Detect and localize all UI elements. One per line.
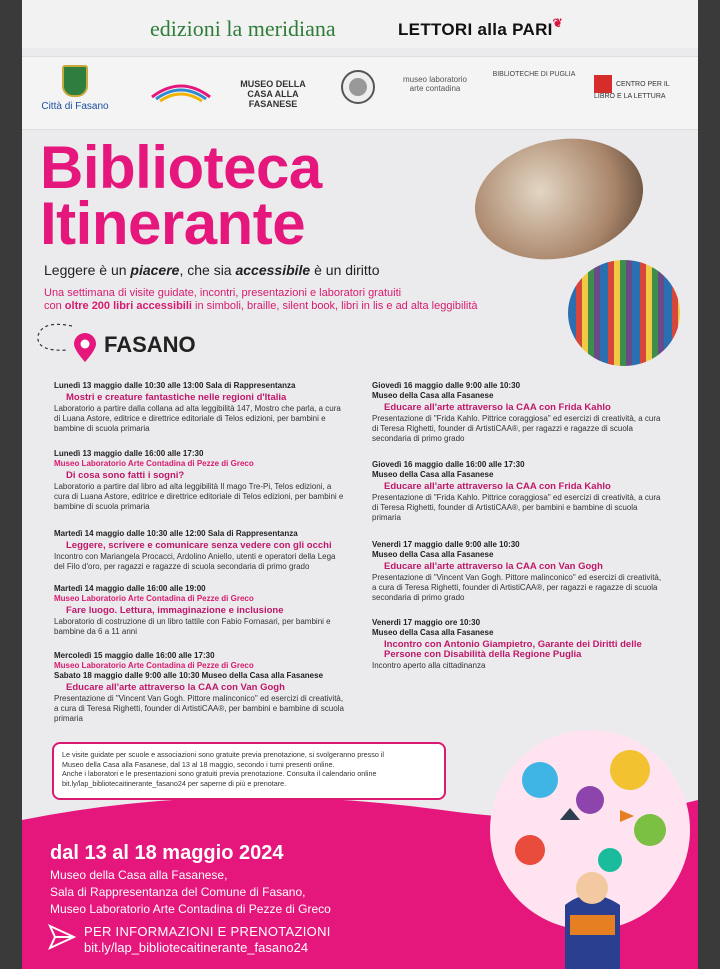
send-icon (48, 924, 76, 950)
braille-book-photo (464, 124, 655, 275)
centro-libro-icon (594, 75, 612, 93)
info-title: PER INFORMAZIONI E PRENOTAZIONI (84, 924, 331, 939)
heart-icon: ❦ (552, 16, 564, 30)
event-item: Lunedì 13 maggio dalle 10:30 alle 13:00 Sala di Rappresentanza Mostri e creature fantastiche nelle regioni d'Italia Laboratorio a partire dalla collana ad alta leggibilità 147, Mostro che parla, a cura di Luana Astore, editrice e direttrice editoriale di Telos edizioni, per bambini e bambine di scuola primaria (54, 381, 341, 433)
event-item: Mercoledì 15 maggio dalle 16:00 alle 17:30 Museo Laboratorio Arte Contadina di Pezze di Greco Sabato 18 maggio dalle 9:00 alle 10:30 Museo della Casa alla Fasanese Educare all'arte attraverso la CAA con Van Gogh Presentazione di "Vincent Van Gogh. Pittore malinconico" ed esercizi di creatività, a cura di Teresa Righetti, founder di ArtistiCAA®, per bambini e bambine di scuola primaria (54, 651, 344, 723)
venue-line: Sala di Rappresentanza del Comune di Fasano, (50, 885, 306, 899)
biblioteche-puglia-logo: BIBLIOTECHE DI PUGLIA (492, 71, 576, 78)
date-range: dal 13 al 18 maggio 2024 (50, 842, 284, 864)
title-line-2: Itinerante (40, 190, 306, 257)
event-item: Giovedì 16 maggio dalle 9:00 alle 10:30 Museo della Casa alla Fasanese Educare all'arte attraverso la CAA con Frida Kahlo Presentazione di "Frida Kahlo. Pittrice coraggiosa" ed esercizi di creatività, a cura di Teresa Righetti, founder di ArtistiCAA®, per ragazzi e ragazze di scuola secondaria di primo grado (372, 381, 661, 443)
title-line-1: Biblioteca (40, 134, 322, 201)
oltre-barriere-icon (150, 75, 212, 105)
venue-line: Museo Laboratorio Arte Contadina di Pezze di Greco (50, 902, 331, 916)
event-item: Venerdì 17 maggio ore 10:30 Museo della Casa alla Fasanese Incontro con Antonio Giampietro, Garante dei Diritti delle Persone con Disabilità della Regione Puglia Incontro aperto alla cittadinanza (372, 618, 642, 670)
series-name: LETTORI alla PARI❦ (398, 16, 564, 39)
event-item: Martedì 14 maggio dalle 16:00 alle 19:00 Museo Laboratorio Arte Contadina di Pezze di Greco Fare luogo. Lettura, immaginazione e inclusione Laboratorio di costruzione di un libro tattile con Fabio Fornasari, per bambini e bambine da 6 a 11 anni (54, 584, 331, 636)
crest-icon (62, 65, 88, 97)
intro-text: Una settimana di visite guidate, incontri, presentazioni e laboratori gratuiti con oltre 200 libri accessibili in simboli, braille, silent book, libri in lis e ad alta leggibilità (44, 287, 478, 312)
logo-strip (22, 56, 698, 130)
location-pin-icon (72, 333, 98, 363)
centro-libro-logo: CENTRO PER IL LIBRO E LA LETTURA (594, 75, 684, 100)
booking-notice: Le visite guidate per scuole e associazioni sono gratuite previa prenotazione, si svolgeranno presso il Museo della Casa alla Fasanese, dal 13 al 18 maggio, secondo i turni presenti online. Anche i laboratori e le presentazioni sono gratuiti previa prenotazione. Consulta il calendario online bit.ly/lap_bibliotecaitinerante_fasano24 per saperne di più e prenotare. (52, 742, 446, 800)
seal-logo (340, 69, 376, 107)
museo-laboratorio-logo: museo laboratorio arte contadina (402, 75, 468, 93)
top-banner (22, 0, 698, 48)
oltre-barriere-logo (146, 75, 216, 107)
publisher-name: edizioni la meridiana (150, 16, 336, 41)
fasano-logo: Città di Fasano (40, 65, 110, 112)
venue-line: Museo della Casa alla Fasanese, (50, 868, 228, 882)
poster (22, 0, 698, 969)
event-item: Martedì 14 maggio dalle 10:30 alle 12:00 Sala di Rappresentanza Leggere, scrivere e comunicare senza vedere con gli occhi Incontro con Mariangela Procacci, Ardolino Aniello, utenti e operatori della Lega del Filo d'oro, per ragazzi e ragazze di scuola secondaria di primo grado (54, 529, 336, 571)
place-name: FASANO (104, 332, 196, 357)
event-item: Lunedì 13 maggio dalle 16:00 alle 17:30 Museo Laboratorio Arte Contadina di Pezze di Greco Di cosa sono fatti i sogni? Laboratorio a partire dal libro ad alta leggibilità Il mago Tre-Pi, Telos edizioni, a cura di Luana Astore, editrice e direttrice editoriale di Telos edizioni, per bambini e bambine di scuola primaria (54, 449, 344, 511)
event-item: Giovedì 16 maggio dalle 16:00 alle 17:30 Museo della Casa alla Fasanese Educare all'arte attraverso la CAA con Frida Kahlo Presentazione di "Frida Kahlo. Pittrice coraggiosa" ed esercizi di creatività, a cura di Teresa Righetti, founder di ArtistiCAA®, per bambini e bambine di scuola primaria (372, 460, 661, 522)
museo-casa-logo: MUSEO DELLA CASA ALLA FASANESE (240, 79, 306, 109)
main-title (40, 134, 322, 257)
bookshelf-photo (568, 260, 680, 366)
subtitle: Leggere è un piacere, che sia accessibile è un diritto (44, 262, 380, 278)
reader-illustration (470, 720, 698, 969)
event-item: Venerdì 17 maggio dalle 9:00 alle 10:30 Museo della Casa alla Fasanese Educare all'arte attraverso la CAA con Van Gogh Presentazione di "Vincent Van Gogh. Pittore malinconico" ed esercizi di creatività, a cura di Teresa Righetti, founder di ArtistiCAA®, per ragazzi e ragazze di scuola secondaria di primo grado (372, 540, 662, 602)
info-link[interactable]: bit.ly/lap_bibliotecaitinerante_fasano24 (84, 940, 309, 955)
seal-icon (340, 69, 376, 105)
